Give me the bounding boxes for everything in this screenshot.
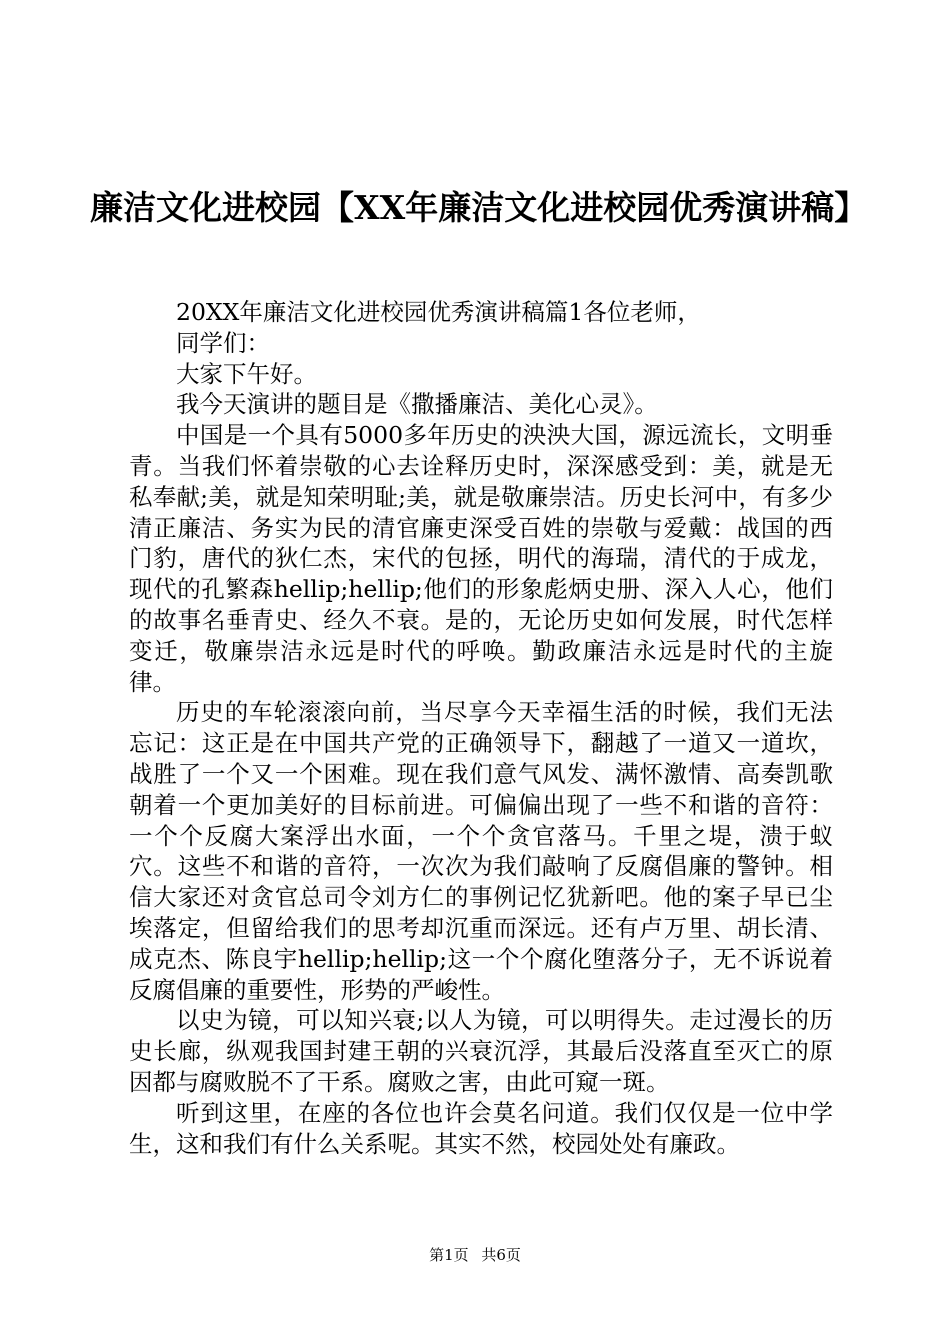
page-number: 第1页: [429, 1246, 469, 1264]
paragraph-6: 历史的车轮滚滚向前，当尽享今天幸福生活的时候，我们无法忘记：这正是在中国共产党的正确领导下，翻越了一道又一道坎，战胜了一个又一个困难。现在我们意气风发、满怀激情、高奏凯歌朝着一个更加美好的目标前进。可偏偏出现了一些不和谐的音符：一个个反腐大案浮出水面，一个个贪官落马。千里之堤，溃于蚁穴。这些不和谐的音符，一次次为我们敲响了反腐倡廉的警钟。相信大家还对贪官总司令刘方仁的事例记忆犹新吧。他的案子早已尘埃落定，但留给我们的思考却沉重而深远。还有卢万里、胡长清、成克杰、陈良宇hellip;hellip;这一个个腐化堕落分子，无不诉说着反腐倡廉的重要性，形势的严峻性。: [129, 698, 833, 1004]
paragraph-8: 听到这里，在座的各位也许会莫名问道。我们仅仅是一位中学生，这和我们有什么关系呢。其实不然，校园处处有廉政。: [129, 1098, 833, 1158]
paragraph-2: 同学们：: [176, 328, 270, 357]
document-body: [129, 297, 833, 1159]
paragraph-1: 20XX年廉洁文化进校园优秀演讲稿篇1各位老师，: [176, 298, 701, 326]
paragraph-5: 中国是一个具有5000多年历史的泱泱大国，源远流长，文明垂青。当我们怀着崇敬的心去诠释历史时，深深感受到：美，就是无私奉献;美，就是知荣明耻;美，就是敬廉崇洁。历史长河中，有多少清正廉洁、务实为民的清官廉吏深受百姓的崇敬与爱戴：战国的西门豹，唐代的狄仁杰，宋代的包拯，明代的海瑞，清代的于成龙，现代的孔繁森hellip;hellip;他们的形象彪炳史册、深入人心，他们的故事名垂青史、经久不衰。是的，无论历史如何发展，时代怎样变迁，敬廉崇洁永远是时代的呼唤。勤政廉洁永远是时代的主旋律。: [129, 421, 833, 696]
paragraph-4: 我今天演讲的题目是《撒播廉洁、美化心灵》。: [176, 390, 658, 419]
paragraph-7: 以史为镜，可以知兴衰;以人为镜，可以明得失。走过漫长的历史长廊，纵观我国封建王朝的兴衰沉浮，其最后没落直至灭亡的原因都与腐败脱不了干系。腐败之害，由此可窥一斑。: [129, 1006, 833, 1096]
page-footer: [0, 1245, 950, 1265]
document-title: 廉洁文化进校园【XX年廉洁文化进校园优秀演讲稿】: [90, 188, 868, 227]
page-total: 共6页: [481, 1246, 521, 1264]
paragraph-3: 大家下午好。: [176, 359, 317, 388]
